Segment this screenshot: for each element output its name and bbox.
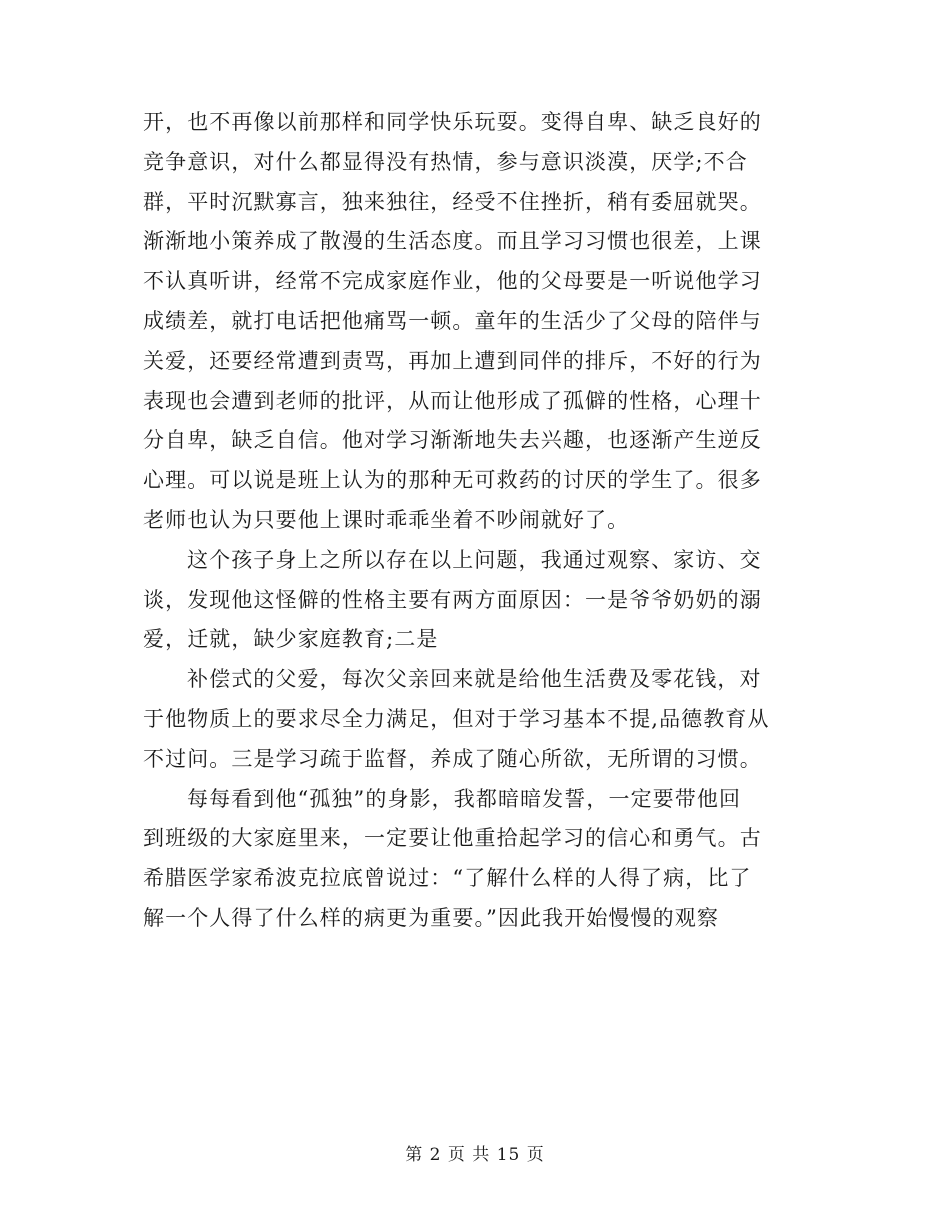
text-line: 这个孩子身上之所以存在以上问题，我通过观察、家访、交: [187, 547, 762, 572]
text-line: 每每看到他“孤独”的身影，我都暗暗发誓，一定要带他回: [187, 786, 742, 811]
body-text: [143, 103, 823, 939]
text-line: 成绩差，就打电话把他痛骂一顿。童年的生活少了父母的陪伴与: [143, 308, 762, 333]
text-line: 不认真听讲，经常不完成家庭作业，他的父母要是一听说他学习: [143, 269, 762, 294]
text-line: 谈，发现他这怪僻的性格主要有两方面原因：一是爷爷奶奶的溺: [143, 587, 762, 612]
text-line: 不过问。三是学习疏于监督，养成了随心所欲，无所谓的习惯。: [143, 746, 762, 771]
text-line: 表现也会遭到老师的批评，从而让他形成了孤僻的性格，心理十: [143, 388, 762, 413]
text-line: 老师也认为只要他上课时乖乖坐着不吵闹就好了。: [143, 507, 630, 532]
page-footer: 第 2 页 共 15 页: [405, 1145, 545, 1165]
text-line: 心理。可以说是班上认为的那种无可救药的讨厌的学生了。很多: [143, 468, 762, 493]
text-line: 补偿式的父爱，每次父亲回来就是给他生活费及零花钱，对: [187, 667, 762, 692]
text-line: 关爱，还要经常遭到责骂，再加上遭到同伴的排斥，不好的行为: [143, 348, 762, 373]
text-line: 到班级的大家庭里来，一定要让他重拾起学习的信心和勇气。古: [143, 826, 762, 851]
text-line: 竞争意识，对什么都显得没有热情，参与意识淡漠，厌学;不合: [143, 149, 748, 174]
text-line: 分自卑，缺乏自信。他对学习渐渐地失去兴趣，也逐渐产生逆反: [143, 428, 762, 453]
text-line: 解一个人得了什么样的病更为重要。”因此我开始慢慢的观察: [143, 905, 719, 930]
text-line: 群，平时沉默寡言，独来独往，经受不住挫折，稍有委屈就哭。: [143, 189, 762, 214]
text-line: 爱，迁就，缺少家庭教育;二是: [143, 627, 439, 652]
text-line: 于他物质上的要求尽全力满足，但对于学习基本不提,品德教育从: [143, 706, 770, 731]
text-line: 开，也不再像以前那样和同学快乐玩耍。变得自卑、缺乏良好的: [143, 110, 762, 134]
text-line: 希腊医学家希波克拉底曾说过：“了解什么样的人得了病，比了: [143, 866, 752, 891]
text-line: 渐渐地小策养成了散漫的生活态度。而且学习习惯也很差，上课: [143, 229, 762, 254]
